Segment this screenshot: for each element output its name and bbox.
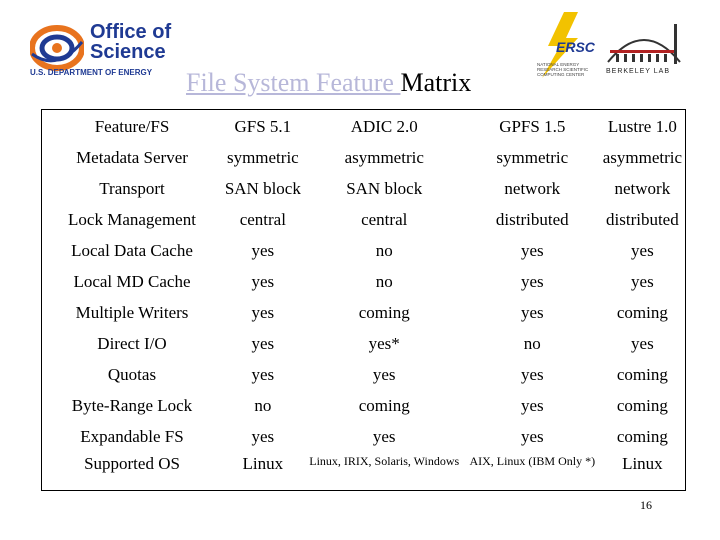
value-cell: Linux, IRIX, Solaris, Windows — [309, 454, 460, 468]
value-cell: no — [375, 240, 393, 260]
feature-matrix-table — [42, 111, 685, 490]
value-cell: no — [523, 333, 541, 353]
nersc-logo-name: ERSC — [556, 39, 595, 55]
feature-cell: Quotas — [107, 364, 157, 384]
value-cell: yes — [520, 426, 544, 446]
berkeley-lab-logo-text: BERKELEY LAB — [606, 68, 671, 75]
feature-cell: Local MD Cache — [73, 271, 191, 291]
value-cell: yes — [251, 364, 275, 384]
header-cell: Feature/FS — [94, 116, 170, 136]
feature-cell: Transport — [99, 178, 165, 198]
value-cell: Linux — [622, 454, 663, 473]
table-row — [42, 328, 685, 359]
feature-cell: Lock Management — [68, 209, 196, 229]
value-cell: yes — [251, 333, 275, 353]
feature-cell: Byte-Range Lock — [71, 395, 193, 415]
table-row — [42, 204, 685, 235]
doe-logo-line2: Science — [90, 41, 166, 63]
table-row — [42, 390, 685, 421]
page-number: 16 — [640, 498, 652, 512]
table-row — [42, 421, 685, 452]
value-cell: distributed — [495, 209, 569, 229]
slide-title — [186, 68, 471, 98]
doe-logo-line1: Office of — [90, 21, 172, 43]
value-cell: central — [361, 209, 408, 229]
doe-logo-line3: U.S. DEPARTMENT OF ENERGY — [30, 68, 153, 77]
table-row — [42, 142, 685, 173]
value-cell: yes* — [368, 333, 400, 353]
table-row-supported-os — [42, 452, 685, 490]
value-cell: symmetric — [496, 147, 569, 167]
header-cell: Lustre 1.0 — [607, 116, 677, 136]
value-cell: yes — [520, 364, 544, 384]
title-link[interactable]: File System Feature — [186, 68, 401, 97]
doe-swirl-icon — [30, 24, 84, 72]
value-cell: coming — [358, 302, 410, 322]
table-row — [42, 359, 685, 390]
title-rest: Matrix — [400, 68, 472, 97]
value-cell: Linux — [242, 454, 284, 473]
value-cell: yes — [251, 271, 275, 291]
header-cell: GFS 5.1 — [234, 116, 292, 136]
header-cell: ADIC 2.0 — [350, 116, 418, 136]
value-cell: network — [504, 178, 561, 198]
feature-cell: Local Data Cache — [71, 240, 193, 260]
value-cell: central — [239, 209, 286, 229]
value-cell: yes — [251, 426, 275, 446]
table-row — [42, 173, 685, 204]
doe-office-of-science-logo — [30, 18, 190, 80]
value-cell: yes — [372, 364, 396, 384]
value-cell: no — [254, 395, 272, 415]
value-cell: yes — [520, 240, 544, 260]
value-cell: coming — [616, 395, 668, 415]
feature-cell: Multiple Writers — [75, 302, 189, 322]
value-cell: AIX, Linux (IBM Only *) — [469, 454, 596, 468]
feature-cell: Metadata Server — [76, 147, 188, 167]
value-cell: coming — [616, 426, 668, 446]
table-row — [42, 266, 685, 297]
table-row — [42, 297, 685, 328]
value-cell: yes — [631, 333, 654, 353]
value-cell: asymmetric — [344, 147, 424, 167]
value-cell: yes — [631, 271, 654, 291]
value-cell: coming — [616, 302, 668, 322]
value-cell: yes — [372, 426, 396, 446]
value-cell: coming — [616, 364, 668, 384]
nersc-logo-subtitle: NATIONAL ENERGY RESEARCH SCIENTIFIC COMPUTING CENTER — [537, 62, 589, 77]
table-row — [42, 235, 685, 266]
value-cell: coming — [358, 395, 410, 415]
header-cell: GPFS 1.5 — [499, 116, 566, 136]
feature-cell: Expandable FS — [80, 426, 184, 446]
value-cell: SAN block — [224, 178, 301, 198]
value-cell: no — [375, 271, 393, 291]
value-cell: yes — [520, 302, 544, 322]
value-cell: yes — [631, 240, 654, 260]
value-cell: yes — [251, 302, 275, 322]
value-cell: distributed — [606, 209, 679, 229]
value-cell: yes — [251, 240, 275, 260]
value-cell: network — [614, 178, 671, 198]
value-cell: symmetric — [226, 147, 299, 167]
feature-cell: Supported OS — [84, 454, 180, 473]
table-header-row — [42, 111, 685, 142]
value-cell: SAN block — [346, 178, 423, 198]
value-cell: yes — [520, 271, 544, 291]
feature-cell: Direct I/O — [97, 333, 167, 353]
value-cell: yes — [520, 395, 544, 415]
value-cell: asymmetric — [602, 147, 683, 167]
